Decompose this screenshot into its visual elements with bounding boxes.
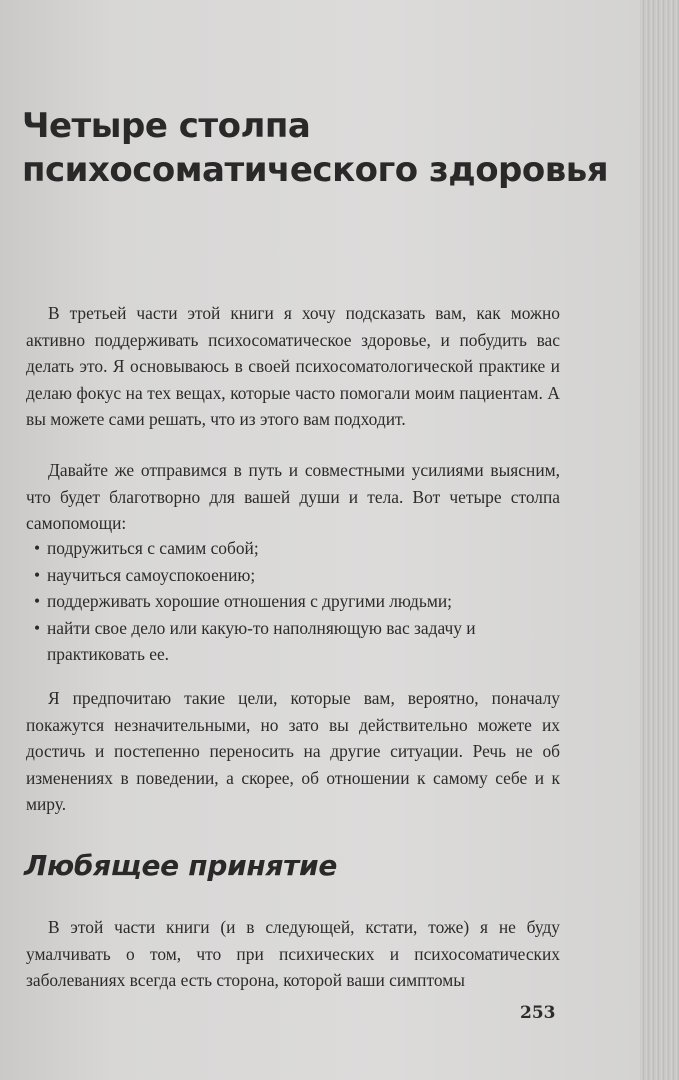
list-item-text: найти свое дело или какую-то наполняющую вас задачу и практиковать ее. xyxy=(47,617,476,664)
chapter-title-line-1: Четыре столпа xyxy=(22,106,311,146)
paragraph-loving-acceptance: В этой части книги (и в следующей, кстати, тоже) я не буду умалчивать о том, что при психических и психосоматических заболеваниях всегда есть сторона, которой ваши симптомы xyxy=(26,917,560,990)
section-title: Любящее принятие xyxy=(24,849,338,882)
list-item xyxy=(26,535,560,562)
list-item xyxy=(26,562,560,589)
pillars-list xyxy=(26,535,560,668)
page-number: 253 xyxy=(520,1003,556,1023)
list-item-text: научиться самоуспокоению; xyxy=(47,564,256,585)
bullet-icon: • xyxy=(34,617,41,638)
bullet-icon: • xyxy=(34,564,41,585)
paragraph-goals: Я предпочитаю такие цели, которые вам, вероятно, поначалу покажутся незначительными, но зато вы действительно можете их достичь и постепенно переносить на другие ситуации. Речь не об изменениях в поведении, а скорее, об отношении к самому себе и к миру. xyxy=(26,688,560,814)
paragraph-pillars-intro: Давайте же отправимся в путь и совместными усилиями выясним, что будет благотворно для вашей души и тела. Вот четыре столпа самопомощи: xyxy=(26,460,560,533)
book-page-edge xyxy=(640,0,679,1080)
list-item-text: поддерживать хорошие отношения с другими людьми; xyxy=(47,591,452,611)
chapter-title-line-2: психосоматического здоровья xyxy=(22,150,609,190)
chapter-title xyxy=(22,104,622,192)
bullet-icon: • xyxy=(34,538,41,558)
list-item-text: подружиться с самим собой; xyxy=(47,538,259,558)
list-item xyxy=(26,615,560,668)
list-item xyxy=(26,588,560,615)
paragraph-intro: В третьей части этой книги я хочу подсказать вам, как можно активно поддерживать психосоматическое здоровье, и побудить вас делать это. Я основываюсь в своей психосоматологической практике и делаю фокус на тех вещах, которые часто помогали моим пациентам. А вы можете сами решать, что из этого вам подходит. xyxy=(26,303,560,429)
bullet-icon: • xyxy=(34,591,41,611)
